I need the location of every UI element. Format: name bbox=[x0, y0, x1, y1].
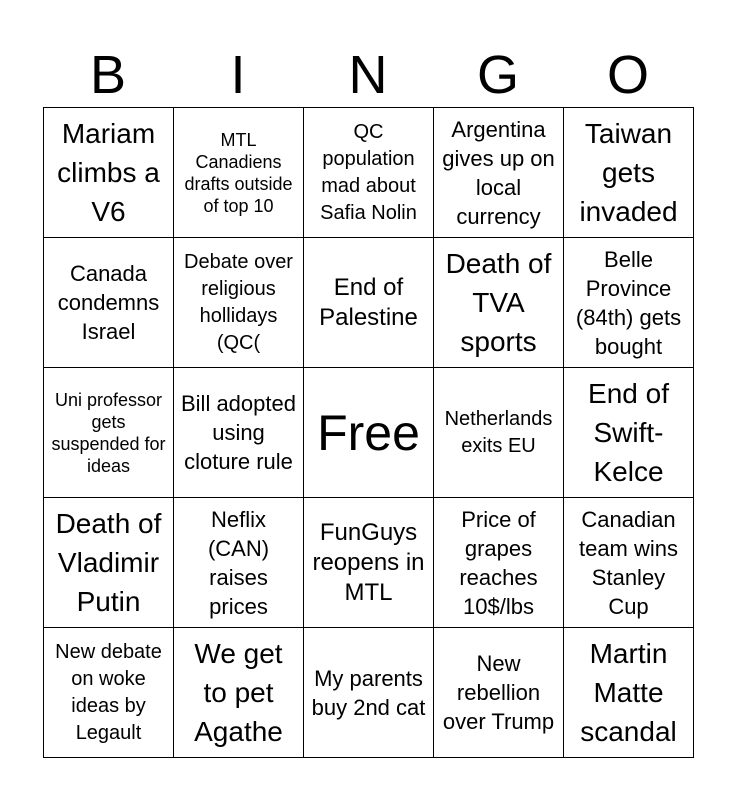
bingo-cell-o2[interactable] bbox=[564, 238, 694, 368]
bingo-cell-n1[interactable] bbox=[304, 108, 434, 238]
bingo-cell-g5[interactable] bbox=[434, 628, 564, 758]
bingo-board bbox=[43, 107, 694, 758]
cell-text: Death of TVA sports bbox=[445, 248, 552, 357]
cell-text: We get to pet Agathe bbox=[194, 638, 283, 747]
header-letter-o: O bbox=[606, 45, 649, 105]
bingo-cell-o5[interactable] bbox=[564, 628, 694, 758]
cell-text: New rebellion over Trump bbox=[442, 651, 555, 734]
cell-text: Canadian team wins Stanley Cup bbox=[578, 506, 679, 619]
cell-text: FunGuys reopens in MTL bbox=[312, 518, 425, 606]
cell-text: Mariam climbs a V6 bbox=[57, 118, 160, 227]
cell-text: Canada condemns Israel bbox=[57, 261, 160, 344]
bingo-cell-free[interactable] bbox=[304, 368, 434, 498]
cell-text: Bill adopted using cloture rule bbox=[181, 391, 296, 474]
bingo-header bbox=[43, 44, 693, 106]
bingo-cell-i3[interactable] bbox=[174, 368, 304, 498]
bingo-cell-b2[interactable] bbox=[44, 238, 174, 368]
cell-text: Neflix (CAN) raises prices bbox=[207, 506, 270, 619]
bingo-cell-g3[interactable] bbox=[434, 368, 564, 498]
cell-text: End of Palestine bbox=[319, 273, 418, 331]
cell-text: New debate on woke ideas by Legault bbox=[55, 640, 162, 744]
cell-text: Netherlands exits EU bbox=[444, 407, 553, 457]
bingo-cell-b3[interactable] bbox=[44, 368, 174, 498]
bingo-cell-n2[interactable] bbox=[304, 238, 434, 368]
cell-text: Argentina gives up on local currency bbox=[442, 116, 555, 229]
bingo-cell-i1[interactable] bbox=[174, 108, 304, 238]
free-space-text: Free bbox=[317, 404, 420, 461]
bingo-cell-n4[interactable] bbox=[304, 498, 434, 628]
bingo-cell-g2[interactable] bbox=[434, 238, 564, 368]
cell-text: Taiwan gets invaded bbox=[579, 118, 678, 227]
bingo-cell-b5[interactable] bbox=[44, 628, 174, 758]
bingo-cell-i2[interactable] bbox=[174, 238, 304, 368]
bingo-cell-o4[interactable] bbox=[564, 498, 694, 628]
cell-text: Uni professor gets suspended for ideas bbox=[51, 389, 166, 476]
bingo-cell-b4[interactable] bbox=[44, 498, 174, 628]
cell-text: Belle Province (84th) gets bought bbox=[575, 246, 682, 359]
bingo-cell-g1[interactable] bbox=[434, 108, 564, 238]
cell-text: Death of Vladimir Putin bbox=[55, 508, 162, 617]
cell-text: Price of grapes reaches 10$/lbs bbox=[459, 506, 538, 619]
header-letter-g: G bbox=[476, 45, 519, 105]
bingo-cell-b1[interactable] bbox=[44, 108, 174, 238]
bingo-cell-o3[interactable] bbox=[564, 368, 694, 498]
header-letter-b: B bbox=[89, 45, 127, 105]
cell-text: Debate over religious hollidays (QC( bbox=[184, 250, 293, 354]
header-letter-n: N bbox=[348, 45, 388, 105]
cell-text: My parents buy 2nd cat bbox=[311, 665, 426, 720]
cell-text: End of Swift-Kelce bbox=[588, 378, 669, 487]
bingo-cell-n5[interactable] bbox=[304, 628, 434, 758]
bingo-cell-i5[interactable] bbox=[174, 628, 304, 758]
cell-text: Martin Matte scandal bbox=[580, 638, 677, 747]
bingo-cell-g4[interactable] bbox=[434, 498, 564, 628]
cell-text: MTL Canadiens drafts outside of top 10 bbox=[184, 129, 293, 216]
cell-text: QC population mad about Safia Nolin bbox=[320, 120, 417, 224]
bingo-cell-o1[interactable] bbox=[564, 108, 694, 238]
bingo-cell-i4[interactable] bbox=[174, 498, 304, 628]
header-letter-i: I bbox=[230, 45, 246, 105]
